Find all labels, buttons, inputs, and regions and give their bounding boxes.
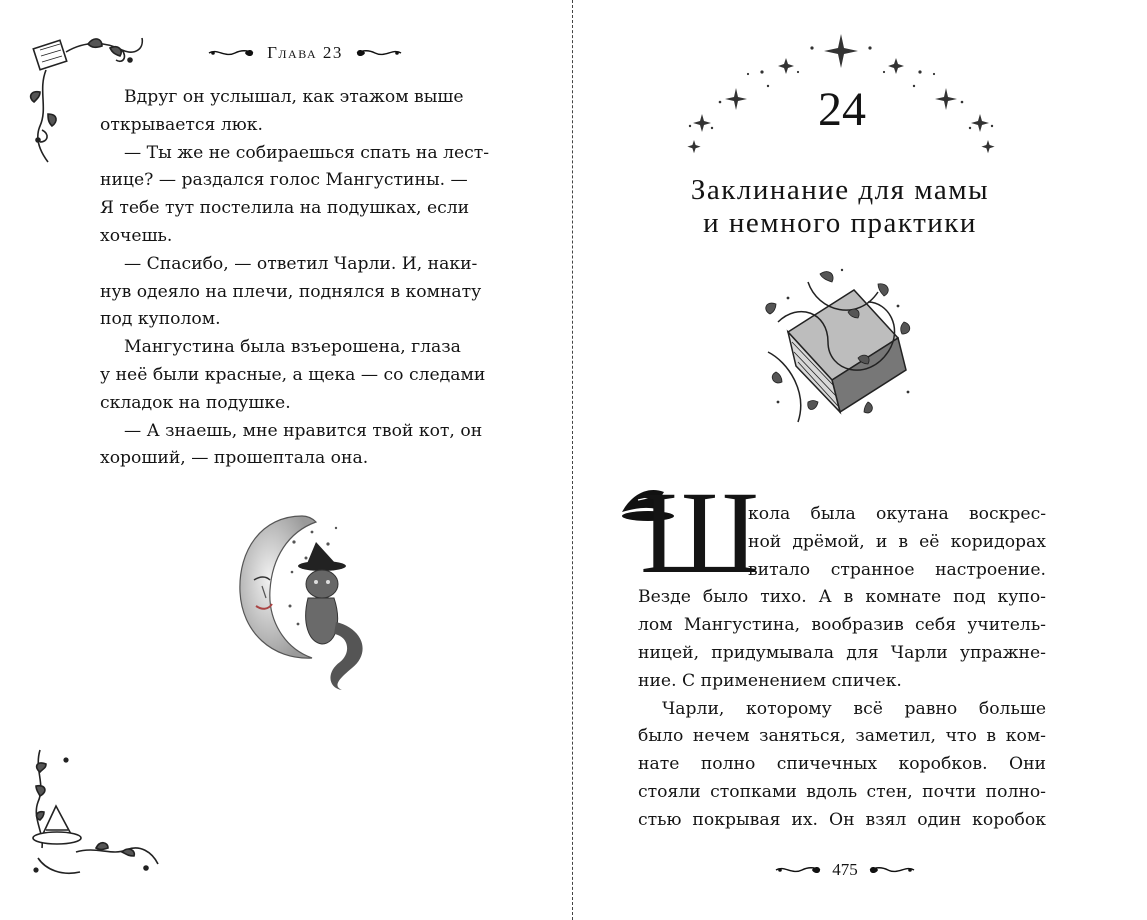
paragraph-1 (100, 84, 510, 140)
chapter-title-line: Заклинание для мамы (690, 174, 990, 206)
text-line: ницей, придумывала для Чарли упражне- (638, 642, 1046, 663)
chapter-title (640, 174, 1040, 240)
text-line: лом Мангустина, вообразив себя учитель- (638, 615, 1046, 636)
paragraph-2 (100, 140, 510, 251)
text-line: Я тебе тут постелила на подушках, если (100, 198, 470, 219)
left-page-text (100, 84, 510, 473)
header-flourish-right-icon (355, 46, 403, 60)
left-page (0, 0, 572, 920)
text-line: — Спасибо, — ответил Чарли. И, наки- (124, 253, 478, 274)
vine-book-illustration-icon (758, 262, 922, 432)
text-line: хочешь. (100, 225, 173, 246)
page-footer (770, 856, 920, 884)
text-line: нице? — раздался голос Мангустины. — (100, 170, 468, 191)
text-line: стояли стопками вдоль стен, почти полно- (638, 781, 1046, 802)
text-line: витало странное настроение. (748, 559, 1046, 580)
text-line: — Ты же не собираешься спать на лест- (124, 142, 490, 163)
footer-flourish-left-icon (774, 863, 822, 877)
right-page-text (638, 501, 1046, 835)
text-line: под куполом. (100, 309, 221, 330)
drop-cap-letter: Ш (640, 467, 760, 598)
paragraph-3 (100, 251, 510, 334)
text-line: хороший, — прошептала она. (100, 448, 369, 469)
footer-flourish-right-icon (868, 863, 916, 877)
paragraph-5 (100, 418, 510, 474)
corner-hat-vine-ornament-icon (26, 740, 166, 890)
text-line: Мангустина была взъерошена, глаза (124, 337, 461, 358)
paragraph-4 (100, 334, 510, 417)
moon-cat-illustration-icon (232, 502, 382, 692)
text-line: ние. С применением спичек. (638, 670, 902, 691)
header-flourish-left-icon (207, 46, 255, 60)
running-header (200, 40, 410, 66)
text-line: ной дрёмой, и в её коридорах (748, 531, 1046, 552)
text-line: кола была окутана воскрес- (748, 504, 1046, 524)
chapter-number: 24 (818, 83, 866, 136)
text-line: открывается люк. (100, 114, 263, 135)
text-line: складок на подушке. (100, 392, 291, 413)
text-line: нате полно спичечных коробков. Они (638, 754, 1046, 775)
text-line: Чарли, которому всё равно больше (662, 698, 1046, 719)
text-line: Вдруг он услышал, как этажом выше (124, 87, 464, 107)
text-line: стью покрывая их. Он взял один коробок (638, 809, 1046, 830)
text-line: — А знаешь, мне нравится твой кот, он (124, 420, 483, 441)
chapter-title-line: и немного практики (703, 207, 977, 239)
page-number: 475 (832, 860, 858, 879)
text-line: у неё были красные, а щека — со следами (100, 364, 486, 385)
text-line: было нечем заняться, заметил, что в ком- (638, 726, 1046, 747)
running-header-title: Глава 23 (267, 43, 343, 62)
text-line: нув одеяло на плечи, поднялся в комнату (100, 281, 482, 302)
text-line: Везде было тихо. А в комнате под купо- (638, 587, 1046, 608)
